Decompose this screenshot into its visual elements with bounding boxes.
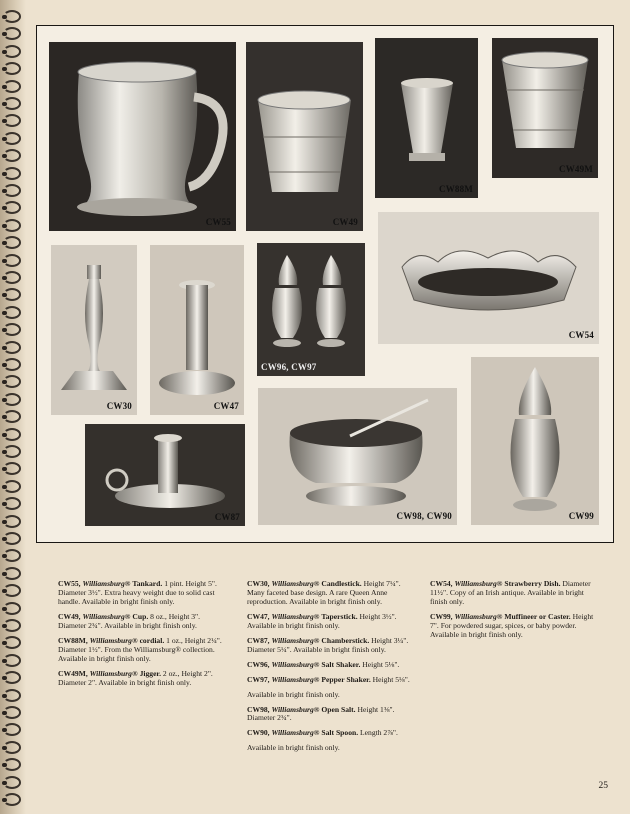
binding-ring [3, 462, 21, 475]
taperstick-illustration [150, 245, 244, 415]
spiral-binding [0, 0, 26, 814]
binding-ring [3, 602, 21, 615]
binding-ring [3, 27, 21, 40]
product-description [247, 729, 419, 738]
photo-cw99 [471, 357, 599, 525]
brand-name: Williamsburg® [271, 674, 322, 684]
photo-cw49m [492, 38, 598, 178]
binding-ring [3, 97, 21, 110]
description-column-2 [247, 580, 419, 759]
product-name: Tankard. [132, 579, 163, 588]
binding-ring [3, 758, 21, 771]
binding-ring [3, 723, 21, 736]
binding-ring [3, 706, 21, 719]
binding-ring [3, 410, 21, 423]
product-name: Candlestick. [321, 579, 362, 588]
product-description [247, 744, 419, 753]
product-description [430, 613, 602, 640]
binding-ring [3, 497, 21, 510]
binding-ring [3, 584, 21, 597]
photo-caption: CW47 [213, 401, 239, 411]
product-name: Salt Spoon. [321, 728, 359, 738]
binding-ring [3, 619, 21, 632]
product-details: Height 7". For powdered sugar, spices, or baby powder. Available in bright finish only. [430, 611, 594, 639]
product-details: Available in bright finish only. [247, 689, 340, 699]
photo-caption: CW55 [205, 217, 231, 227]
photo-cw30 [51, 245, 137, 415]
binding-ring [3, 45, 21, 58]
photo-cw98-cw90 [258, 388, 457, 525]
strawberry-dish-illustration [378, 212, 599, 344]
product-details: 1 pint. Height 5". Diameter 3½". Extra heavy weight due to solid cast handle. Available in bright finish only. [58, 579, 217, 606]
photo-caption: CW96, CW97 [261, 362, 317, 372]
binding-ring [3, 515, 21, 528]
binding-ring [3, 149, 21, 162]
product-code: CW98, [247, 704, 272, 714]
product-code: CW54, [430, 579, 455, 588]
binding-ring [3, 428, 21, 441]
page-number: 25 [598, 781, 608, 791]
brand-name: Williamsburg® [454, 611, 505, 621]
product-name: Cup. [132, 611, 149, 621]
product-code: CW30, [247, 579, 272, 588]
binding-ring [3, 654, 21, 667]
product-name: Taperstick. [321, 611, 358, 621]
product-description [58, 613, 230, 631]
product-description [247, 613, 419, 631]
product-name: Jigger. [139, 668, 162, 678]
product-name: Chamberstick. [321, 635, 370, 645]
product-code: CW47, [247, 611, 272, 621]
product-code: CW87, [247, 635, 272, 645]
photo-cw96-cw97 [257, 243, 365, 376]
product-name: Muffineer or Caster. [504, 611, 571, 621]
binding-ring [3, 114, 21, 127]
cordial-illustration [375, 38, 478, 198]
binding-ring [3, 480, 21, 493]
photo-caption: CW30 [106, 401, 132, 411]
photo-caption: CW49 [332, 217, 358, 227]
photo-caption: CW98, CW90 [396, 511, 452, 521]
product-code: CW90, [247, 728, 272, 738]
product-details: Height 5⅛". [370, 674, 410, 684]
binding-ring [3, 567, 21, 580]
binding-ring [3, 358, 21, 371]
product-name: cordial. [139, 635, 165, 645]
brand-name: Williamsburg® [271, 704, 322, 714]
binding-ring [3, 689, 21, 702]
product-description [247, 661, 419, 670]
product-code: CW96, [247, 659, 272, 669]
photo-frame [36, 25, 614, 543]
binding-ring [3, 776, 21, 789]
binding-ring [3, 532, 21, 545]
photo-caption: CW88M [439, 184, 473, 194]
product-description [247, 676, 419, 685]
product-code: CW49, [58, 611, 83, 621]
binding-ring [3, 306, 21, 319]
binding-ring [3, 167, 21, 180]
brand-name: Williamsburg® [271, 635, 322, 645]
brand-name: Williamsburg® [82, 579, 133, 588]
brand-name: Williamsburg® [271, 611, 322, 621]
product-details: 8 oz., Height 3". Diameter 2¾". Available in bright finish only. [58, 611, 201, 630]
product-description [247, 637, 419, 655]
product-code: CW49M, [58, 668, 90, 678]
description-column-3 [430, 580, 602, 646]
photo-cw88m [375, 38, 478, 198]
open-salt-illustration [258, 388, 457, 525]
binding-ring [3, 80, 21, 93]
muffineer-illustration [471, 357, 599, 525]
product-name: Strawberry Dish. [504, 579, 561, 588]
product-description [247, 580, 419, 607]
photo-caption: CW49M [559, 164, 593, 174]
brand-name: Williamsburg® [271, 659, 322, 669]
product-name: Pepper Shaker. [321, 674, 371, 684]
photo-caption: CW87 [214, 512, 240, 522]
shakers-illustration [257, 243, 365, 376]
photo-cw87 [85, 424, 245, 526]
binding-ring [3, 10, 21, 23]
binding-ring [3, 254, 21, 267]
product-code: CW55, [58, 579, 83, 588]
product-details: Height 5⅛". [360, 659, 400, 669]
product-description [430, 580, 602, 607]
chamberstick-illustration [85, 424, 245, 526]
binding-ring [3, 323, 21, 336]
product-code: CW99, [430, 611, 455, 621]
photo-caption: CW99 [568, 511, 594, 521]
binding-ring [3, 62, 21, 75]
binding-ring [3, 341, 21, 354]
binding-ring [3, 201, 21, 214]
product-details: Height 3½". Available in bright finish only. [247, 611, 397, 630]
binding-ring [3, 271, 21, 284]
binding-ring [3, 741, 21, 754]
product-description [58, 637, 230, 664]
photo-cw47 [150, 245, 244, 415]
product-details: Height 7¼". Many faceted base design. A rare Queen Anne reproduction. Available in bright finish only. [247, 579, 401, 606]
binding-ring [3, 236, 21, 249]
binding-ring [3, 445, 21, 458]
photo-cw54 [378, 212, 599, 344]
photo-cw49 [246, 42, 363, 231]
tankard-illustration [49, 42, 236, 231]
binding-ring [3, 393, 21, 406]
brand-name: Williamsburg® [82, 611, 133, 621]
jigger-illustration [492, 38, 598, 178]
brand-name: Williamsburg® [89, 668, 140, 678]
binding-ring [3, 549, 21, 562]
product-description [247, 691, 419, 700]
description-column-1 [58, 580, 230, 694]
photo-caption: CW54 [568, 330, 594, 340]
cup-illustration [246, 42, 363, 231]
binding-ring [3, 132, 21, 145]
product-details: Length 2⅞". [358, 728, 398, 738]
product-name: Salt Shaker. [321, 659, 361, 669]
product-description [58, 670, 230, 688]
binding-ring [3, 288, 21, 301]
brand-name: Williamsburg® [454, 579, 505, 588]
product-details: Height 3¼". Diameter 5¼". Available in bright finish only. [247, 635, 409, 654]
product-code: CW97, [247, 674, 272, 684]
binding-ring [3, 219, 21, 232]
binding-ring [3, 636, 21, 649]
brand-name: Williamsburg® [89, 635, 140, 645]
binding-ring [3, 671, 21, 684]
product-details: Diameter 11½". Copy of an Irish antique. Available in bright finish only. [430, 579, 591, 606]
product-details: Height 1⅜". Diameter 2¾". [247, 704, 395, 723]
candlestick-illustration [51, 245, 137, 415]
photo-cw55 [49, 42, 236, 231]
product-description [247, 706, 419, 724]
product-details: Available in bright finish only. [247, 743, 340, 753]
product-details: 2 oz., Height 2". Diameter 2". Available in bright finish only. [58, 668, 213, 687]
product-name: Open Salt. [321, 704, 356, 714]
product-code: CW88M, [58, 635, 90, 645]
brand-name: Williamsburg® [271, 579, 322, 588]
binding-ring [3, 375, 21, 388]
binding-ring [3, 184, 21, 197]
brand-name: Williamsburg® [271, 728, 322, 738]
binding-ring [3, 793, 21, 806]
product-description [58, 580, 230, 607]
product-details: 1 oz., Height 2¼". Diameter 1½". From the Williamsburg® collection. Available in bright finish only. [58, 635, 222, 663]
